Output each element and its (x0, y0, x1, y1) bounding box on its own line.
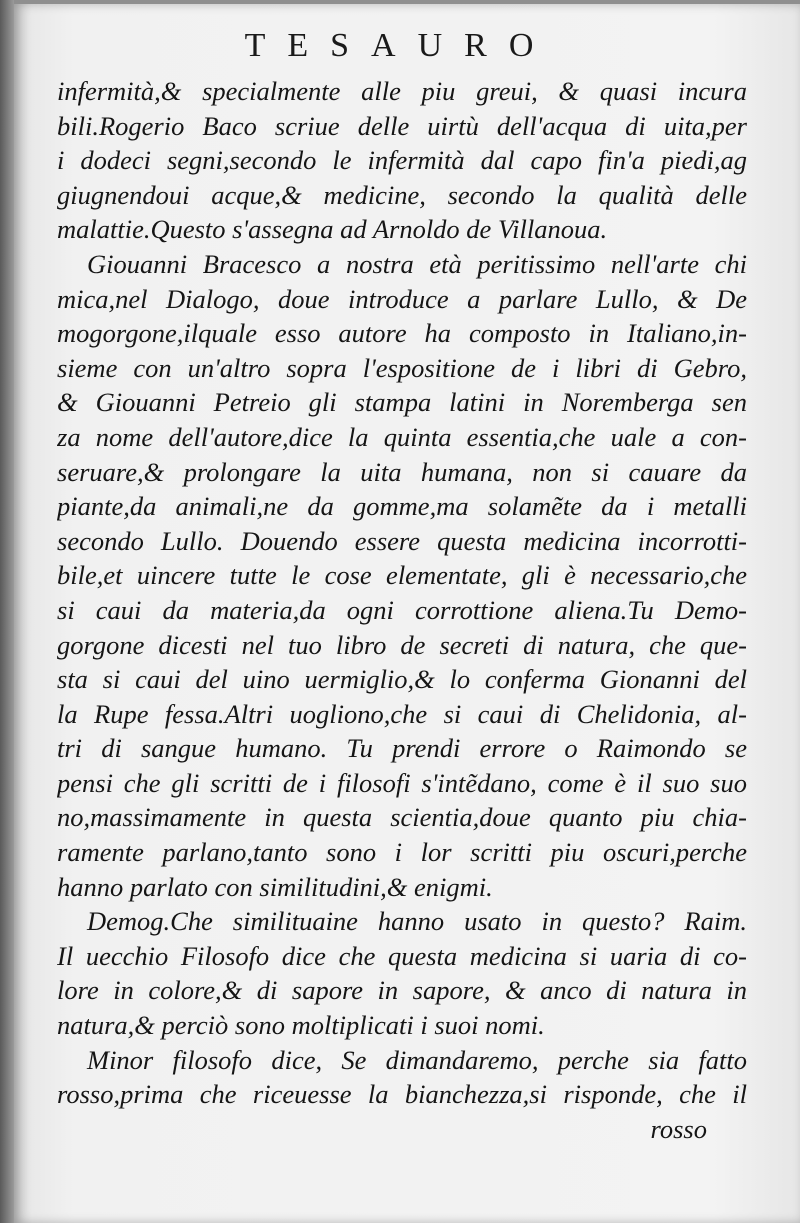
text-line: piante,da animali,ne da gomme,ma solamẽte da i metalli (57, 491, 747, 522)
text-line: mogorgone,ilquale esso autore ha composto in Italiano,in- (57, 318, 747, 349)
text-line: giugnendoui acque,& medicine, secondo la qualità delle (57, 179, 747, 210)
text-line: sta si caui del uino uermiglio,& lo conferma Gionanni del (57, 664, 747, 695)
text-line: & Giouanni Petreio gli stampa latini in Noremberga sen (57, 387, 747, 418)
text-line: ramente parlano,tanto sono i lor scritti piu oscuri,perche (57, 837, 747, 868)
text-line: rosso,prima che riceuesse la bianchezza,si risponde, che il (57, 1079, 747, 1110)
text-line: infermità,& specialmente alle piu greui, & quasi incura (57, 76, 747, 106)
text-line: i dodeci segni,secondo le infermità dal capo fin'a piedi,ag (57, 145, 747, 176)
text-line: gorgone dicesti nel tuo libro de secreti di natura, che que- (57, 629, 747, 660)
text-line: bili.Rogerio Baco scriue delle uirtù dell'acqua di uita,per (57, 110, 747, 141)
text-line: lore in colore,& di sapore in sapore, & anco di natura in (57, 975, 747, 1006)
text-line: hanno parlato con similitudini,& enigmi. (57, 871, 493, 902)
text-line: secondo Lullo. Douendo essere questa medicina incorrotti- (57, 525, 747, 556)
text-line: Giouanni Bracesco a nostra età peritissimo nell'arte chi (87, 248, 747, 279)
text-line: sieme con un'altro sopra l'espositione de i libri di Gebro, (57, 352, 747, 383)
text-line: mica,nel Dialogo, doue introduce a parlare Lullo, & De (57, 283, 747, 314)
book-gutter (0, 0, 14, 1223)
text-line: seruare,& prolongare la uita humana, non si cauare da (57, 456, 747, 487)
text-line: no,massimamente in questa scientia,doue quanto piu chia- (57, 802, 747, 833)
text-line: la Rupe fessa.Altri uogliono,che si caui di Chelidonia, al- (57, 698, 747, 729)
text-line: bile,et uincere tutte le cose elementate, gli è necessario,che (57, 560, 747, 591)
body-text (57, 74, 747, 1146)
text-line: si caui da materia,da ogni corrottione aliena.Tu Demo- (57, 594, 747, 625)
text-line: malattie.Questo s'assegna ad Arnoldo de Villanoua. (57, 214, 608, 245)
running-head: TESAURO (244, 27, 556, 64)
text-line: Minor filosofo dice, Se dimandaremo, perche sia fatto (87, 1044, 747, 1075)
text-line: pensi che gli scritti de i filosofi s'intẽdano, come è il suo suo (57, 767, 747, 798)
text-line: za nome dell'autore,dice la quinta essentia,che uale a con- (57, 421, 747, 452)
text-line: Il uecchio Filosofo dice che questa medicina si uaria di co- (57, 940, 747, 971)
text-line: tri di sangue humano. Tu prendi errore o Raimondo se (57, 733, 747, 764)
text-line: Demog.Che similituaine hanno usato in questo? Raim. (87, 906, 747, 937)
text-line: natura,& perciò sono moltiplicati i suoi nomi. (57, 1010, 545, 1041)
catchword: rosso (650, 1113, 707, 1144)
